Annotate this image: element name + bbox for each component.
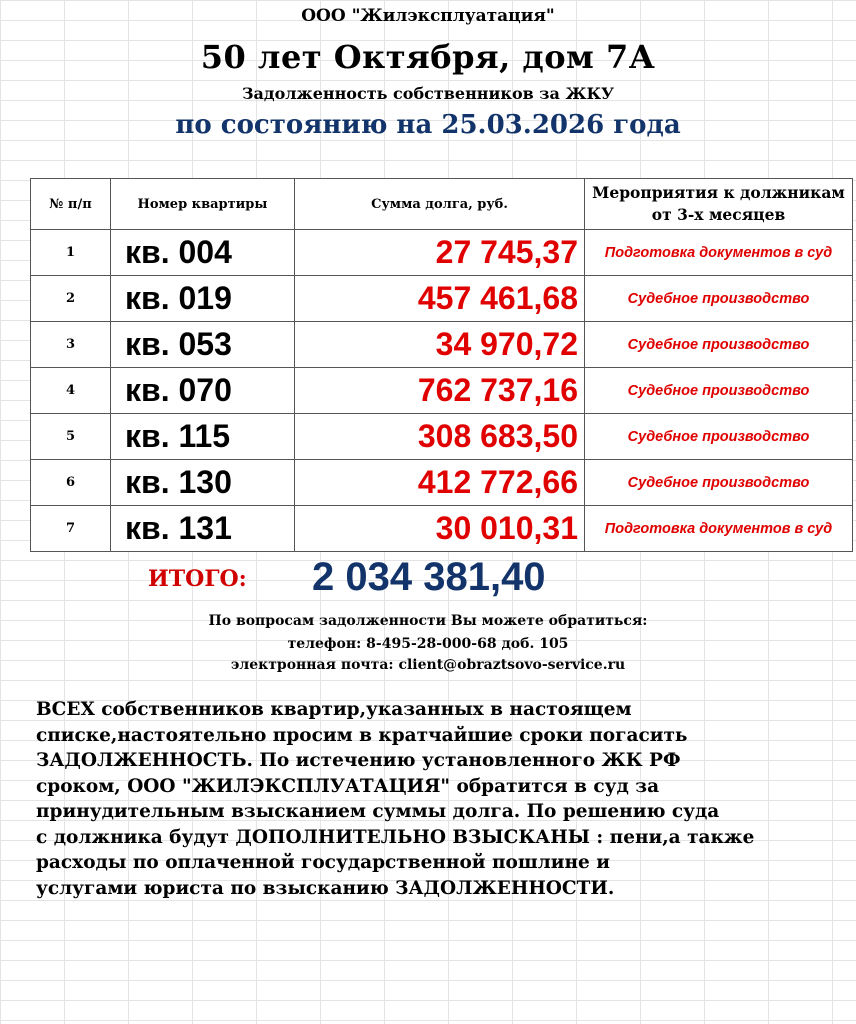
notice-line: расходы по оплаченной государственной пошлине и [36,852,610,873]
debt-notice [36,697,854,901]
debt-amount: 762 737,16 [295,368,585,414]
table-row [31,414,853,460]
debt-amount: 27 745,37 [295,230,585,276]
column-header-amount: Сумма долга, руб. [295,179,585,230]
apartment-number: кв. 004 [111,230,295,276]
apartment-number: кв. 053 [111,322,295,368]
notice-line: с должника будут ДОПОЛНИТЕЛЬНО ВЗЫСКАНЫ : пени,а также [36,826,755,848]
row-number: 2 [31,276,111,322]
column-header-measures: Мероприятия к должникам от 3-х месяцев [585,179,853,230]
table-row [31,368,853,414]
row-number: 5 [31,414,111,460]
total-amount: 2 034 381,40 [312,555,546,599]
table-header-row [31,179,853,230]
apartment-number: кв. 115 [111,414,295,460]
measure-status: Подготовка документов в суд [585,230,853,276]
row-number: 7 [31,506,111,552]
column-header-number: № п/п [31,179,111,230]
measure-status: Подготовка документов в суд [585,506,853,552]
debt-amount: 412 772,66 [295,460,585,506]
debt-amount: 30 010,31 [295,506,585,552]
measure-status: Судебное производство [585,460,853,506]
notice-line: сроком, ООО "ЖИЛЭКСПЛУАТАЦИЯ" обратится в суд за [36,775,660,797]
debt-amount: 34 970,72 [295,322,585,368]
table-row [31,322,853,368]
measure-status: Судебное производство [585,322,853,368]
debt-table [30,178,853,552]
column-header-apartment: Номер квартиры [111,179,295,230]
company-name: ООО "Жилэксплуатация" [301,6,555,26]
table-row [31,230,853,276]
report-date: по состоянию на 25.03.2026 года [175,110,681,140]
total-label: ИТОГО: [148,566,247,592]
apartment-number: кв. 019 [111,276,295,322]
table-row [31,276,853,322]
apartment-number: кв. 070 [111,368,295,414]
row-number: 6 [31,460,111,506]
notice-line: принудительным взысканием суммы долга. По решению суда [36,801,720,822]
building-address: 50 лет Октября, дом 7А [200,38,656,76]
row-number: 4 [31,368,111,414]
measure-status: Судебное производство [585,276,853,322]
contact-email: электронная почта: client@obraztsovo-service.ru [230,657,626,673]
table-row [31,460,853,506]
measure-status: Судебное производство [585,368,853,414]
row-number: 3 [31,322,111,368]
table-row [31,506,853,552]
report-subtitle: Задолженность собственников за ЖКУ [242,84,614,103]
apartment-number: кв. 130 [111,460,295,506]
notice-line: ВСЕХ собственников квартир,указанных в настоящем [36,699,632,720]
notice-line: списке,настоятельно просим в кратчайшие сроки погасить [36,724,688,746]
measure-status: Судебное производство [585,414,853,460]
contact-intro: По вопросам задолженности Вы можете обратиться: [208,613,648,629]
row-number: 1 [31,230,111,276]
contact-phone: телефон: 8-495-28-000-68 доб. 105 [287,636,569,652]
notice-line: ЗАДОЛЖЕННОСТЬ. По истечению установленного ЖК РФ [36,750,681,771]
apartment-number: кв. 131 [111,506,295,552]
notice-line: услугами юриста по взысканию ЗАДОЛЖЕННОСТИ. [36,877,615,899]
debt-amount: 308 683,50 [295,414,585,460]
debt-amount: 457 461,68 [295,276,585,322]
